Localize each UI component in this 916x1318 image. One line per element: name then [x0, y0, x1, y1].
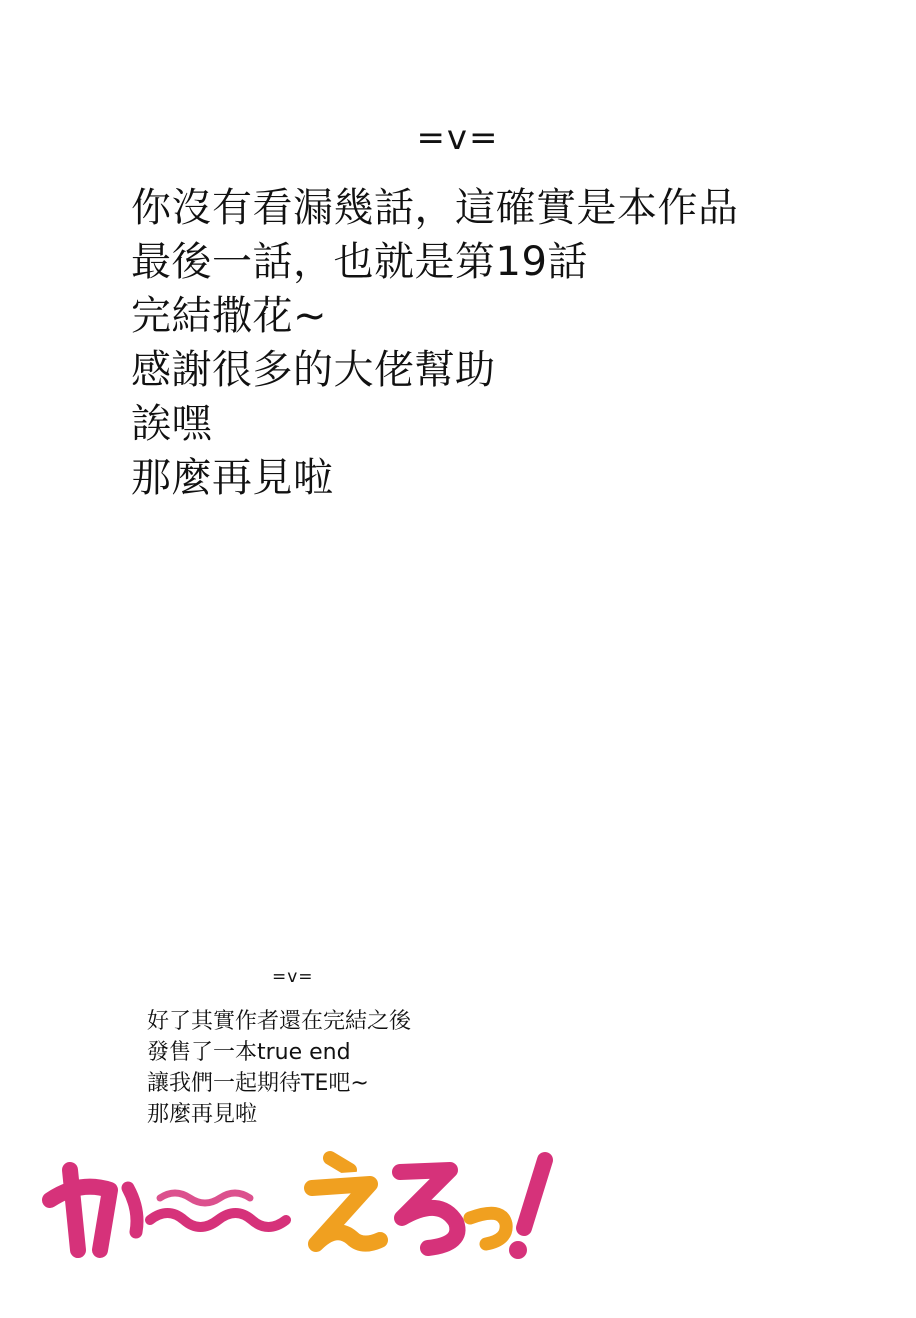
- message-line-6: 那麼再見啦: [131, 455, 334, 501]
- logo-ka-glyph: [50, 1170, 137, 1250]
- note-line-2: 發售了一本true end: [147, 1040, 351, 1065]
- note-line-4: 那麼再見啦: [147, 1102, 258, 1127]
- message-line-1: 你沒有看漏幾話，這確實是本作品: [131, 185, 739, 231]
- message-line-2: 最後一話，也就是第19話: [131, 239, 588, 285]
- message-line-4: 感謝很多的大佬幫助: [131, 347, 496, 393]
- message-line-5: 誒嘿: [131, 401, 212, 447]
- note-message: [147, 1006, 647, 1130]
- note-line-1: 好了其實作者還在完結之後: [147, 1009, 412, 1034]
- note-emote: =v=: [272, 967, 314, 987]
- message-line-3: 完結撒花~: [131, 293, 328, 339]
- note-line-3: 讓我們一起期待TE吧~: [147, 1071, 369, 1096]
- main-message: [131, 181, 831, 505]
- logo-small-tsu-glyph: [470, 1213, 506, 1244]
- top-emote: =v=: [416, 118, 500, 158]
- logo-exclamation-glyph: [509, 1160, 545, 1259]
- logo-e-glyph: [312, 1158, 380, 1244]
- logo-wave-glyph: [150, 1193, 286, 1227]
- title-logo: [40, 1140, 560, 1270]
- logo-ro-glyph: [400, 1170, 457, 1248]
